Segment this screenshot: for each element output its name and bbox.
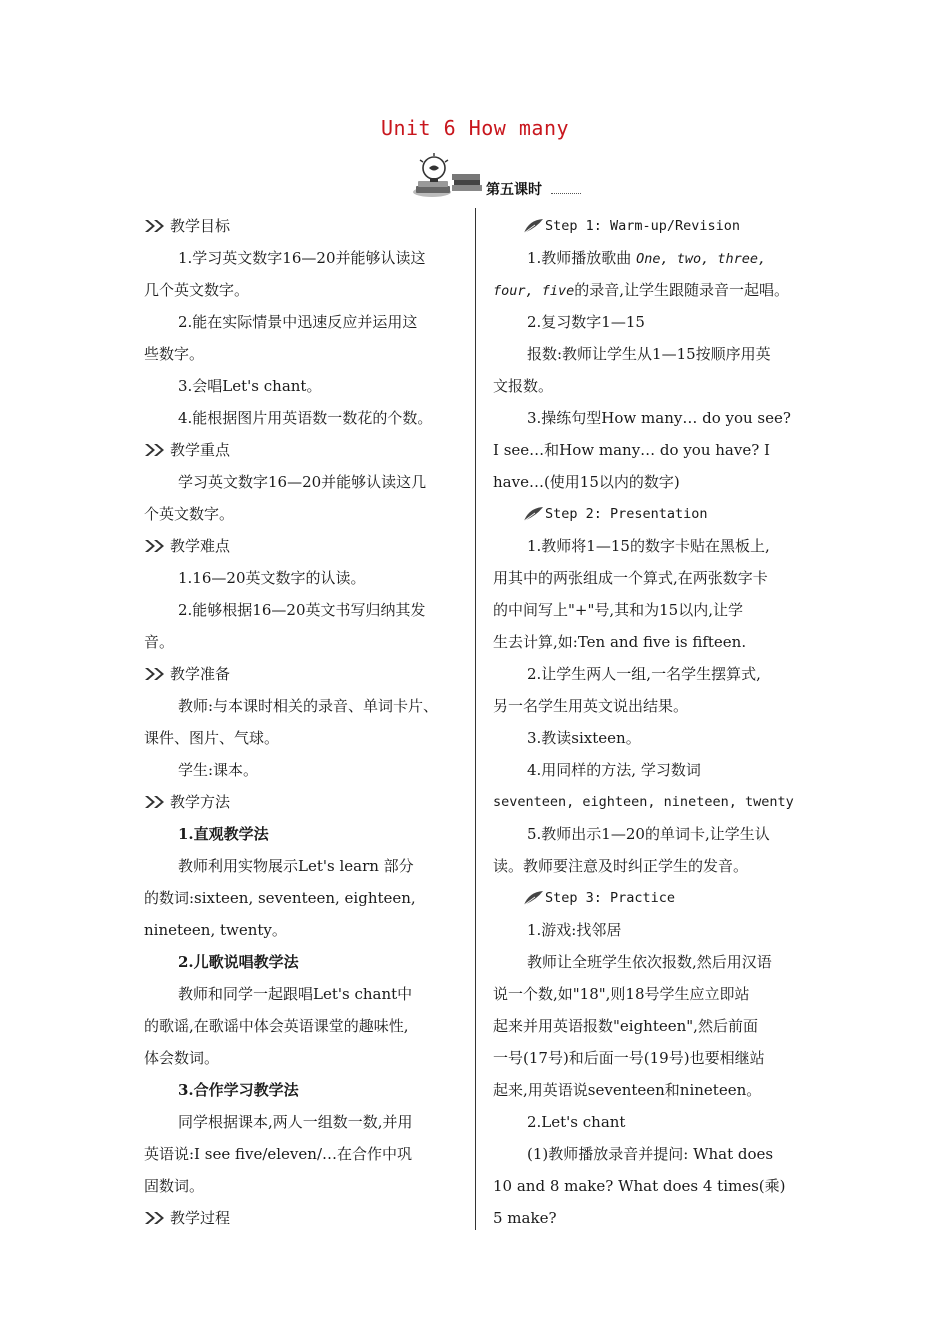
paragraph: 教师利用实物展示Let's learn 部分 xyxy=(178,857,414,875)
lightbulb-books-icon xyxy=(412,152,486,198)
paragraph: 些数字。 xyxy=(144,345,205,363)
section-key-points xyxy=(144,434,462,466)
paragraph: 教师让全班学生依次报数,然后用汉语 xyxy=(527,953,772,971)
paragraph xyxy=(493,242,809,274)
text: 1.教师播放歌曲 xyxy=(527,249,632,267)
section-methods xyxy=(144,786,462,818)
paragraph: 5.教师出示1—20的单词卡,让学生认 xyxy=(527,825,770,843)
paragraph: 5 make? xyxy=(493,1209,557,1227)
lesson-label: 第五课时 xyxy=(486,182,542,198)
paragraph: 2.能在实际情景中迅速反应并运用这 xyxy=(178,313,418,331)
paragraph: 1.游戏:找邻居 xyxy=(527,921,622,939)
paragraph: seventeen, eighteen, nineteen, twenty xyxy=(493,794,794,810)
paragraph: 报数:教师让学生从1—15按顺序用英 xyxy=(527,345,771,363)
paragraph: 10 and 8 make? What does 4 times(乘) xyxy=(493,1177,786,1195)
paragraph: 几个英文数字。 xyxy=(144,281,250,299)
paragraph: 学习英文数字16—20并能够认读这几 xyxy=(178,473,427,491)
paragraph: 文报数。 xyxy=(493,377,554,395)
section-title: 教学过程 xyxy=(170,1209,231,1227)
double-chevron-icon xyxy=(144,795,168,809)
paragraph: I see…和How many… do you have? I xyxy=(493,441,770,459)
method-title: 2.儿歌说唱教学法 xyxy=(178,953,299,971)
paragraph: 4.用同样的方法, 学习数词 xyxy=(527,761,701,779)
step-title: Step 2: Presentation xyxy=(545,506,708,522)
step-title: Step 3: Practice xyxy=(545,890,676,906)
paragraph: 一号(17号)和后面一号(19号)也要相继站 xyxy=(493,1049,765,1067)
method-title: 3.合作学习教学法 xyxy=(178,1081,299,1099)
lesson-dots xyxy=(551,193,581,195)
paragraph: 1.16—20英文数字的认读。 xyxy=(178,569,366,587)
paragraph xyxy=(493,274,809,306)
column-divider xyxy=(475,208,476,1230)
paragraph: 2.复习数字1—15 xyxy=(527,313,645,331)
section-title: 教学重点 xyxy=(170,441,231,459)
step-heading xyxy=(493,498,809,530)
paragraph: have…(使用15以内的数字) xyxy=(493,473,680,491)
step-heading xyxy=(493,882,809,914)
double-chevron-icon xyxy=(144,667,168,681)
paragraph: 体会数词。 xyxy=(144,1049,220,1067)
double-chevron-icon xyxy=(144,219,168,233)
method-title: 1.直观教学法 xyxy=(178,825,269,843)
paragraph: nineteen, twenty。 xyxy=(144,921,287,939)
paragraph: 课件、图片、气球。 xyxy=(144,729,280,747)
paragraph: 4.能根据图片用英语数一数花的个数。 xyxy=(178,409,433,427)
paragraph: 教师和同学一起跟唱Let's chant中 xyxy=(178,985,413,1003)
section-difficulties xyxy=(144,530,462,562)
paragraph: 说一个数,如"18",则18号学生应立即站 xyxy=(493,985,750,1003)
paragraph: 读。教师要注意及时纠正学生的发音。 xyxy=(493,857,749,875)
quill-icon xyxy=(523,890,545,906)
step-heading xyxy=(493,210,809,242)
paragraph: 个英文数字。 xyxy=(144,505,235,523)
paragraph: 的歌谣,在歌谣中体会英语课堂的趣味性, xyxy=(144,1017,409,1035)
paragraph: 音。 xyxy=(144,633,175,651)
paragraph: 固数词。 xyxy=(144,1177,205,1195)
section-process xyxy=(144,1202,462,1234)
section-title: 教学难点 xyxy=(170,537,231,555)
left-column xyxy=(144,210,462,1234)
paragraph: 教师:与本课时相关的录音、单词卡片、 xyxy=(178,697,439,715)
paragraph: 3.会唱Let's chant。 xyxy=(178,377,322,395)
quill-icon xyxy=(523,506,545,522)
quill-icon xyxy=(523,218,545,234)
section-title: 教学方法 xyxy=(170,793,231,811)
paragraph: 用其中的两张组成一个算式,在两张数字卡 xyxy=(493,569,768,587)
double-chevron-icon xyxy=(144,539,168,553)
paragraph: 2.让学生两人一组,一名学生摆算式, xyxy=(527,665,761,683)
song-title: four, five xyxy=(493,283,575,299)
right-column xyxy=(493,210,809,1234)
section-preparation xyxy=(144,658,462,690)
section-title: 教学目标 xyxy=(170,217,231,235)
song-title: One, two, three, xyxy=(636,251,767,267)
section-title: 教学准备 xyxy=(170,665,231,683)
step-title: Step 1: Warm-up/Revision xyxy=(545,218,741,234)
paragraph: 2.Let's chant xyxy=(527,1113,626,1131)
paragraph: 同学根据课本,两人一组数一数,并用 xyxy=(178,1113,413,1131)
paragraph: 起来,用英语说seventeen和nineteen。 xyxy=(493,1081,762,1099)
double-chevron-icon xyxy=(144,1211,168,1225)
paragraph: 2.能够根据16—20英文书写归纳其发 xyxy=(178,601,426,619)
paragraph: 另一名学生用英文说出结果。 xyxy=(493,697,689,715)
page-title: Unit 6 How many xyxy=(380,116,570,140)
paragraph: 3.教读sixteen。 xyxy=(527,729,641,747)
paragraph: 1.学习英文数字16—20并能够认读这 xyxy=(178,249,426,267)
paragraph: 的数词:sixteen, seventeen, eighteen, xyxy=(144,889,416,907)
paragraph: 的中间写上"+"号,其和为15以内,让学 xyxy=(493,601,743,619)
paragraph: (1)教师播放录音并提问: What does xyxy=(527,1145,774,1163)
double-chevron-icon xyxy=(144,443,168,457)
section-objectives xyxy=(144,210,462,242)
paragraph: 起来并用英语报数"eighteen",然后前面 xyxy=(493,1017,758,1035)
paragraph: 3.操练句型How many… do you see? xyxy=(527,409,791,427)
paragraph: 英语说:I see five/eleven/…在合作中巩 xyxy=(144,1145,412,1163)
paragraph: 1.教师将1—15的数字卡贴在黑板上, xyxy=(527,537,770,555)
paragraph: 生去计算,如:Ten and five is fifteen. xyxy=(493,633,747,651)
lesson-header xyxy=(412,152,582,198)
text: 的录音,让学生跟随录音一起唱。 xyxy=(574,281,790,299)
paragraph: 学生:课本。 xyxy=(178,761,259,779)
